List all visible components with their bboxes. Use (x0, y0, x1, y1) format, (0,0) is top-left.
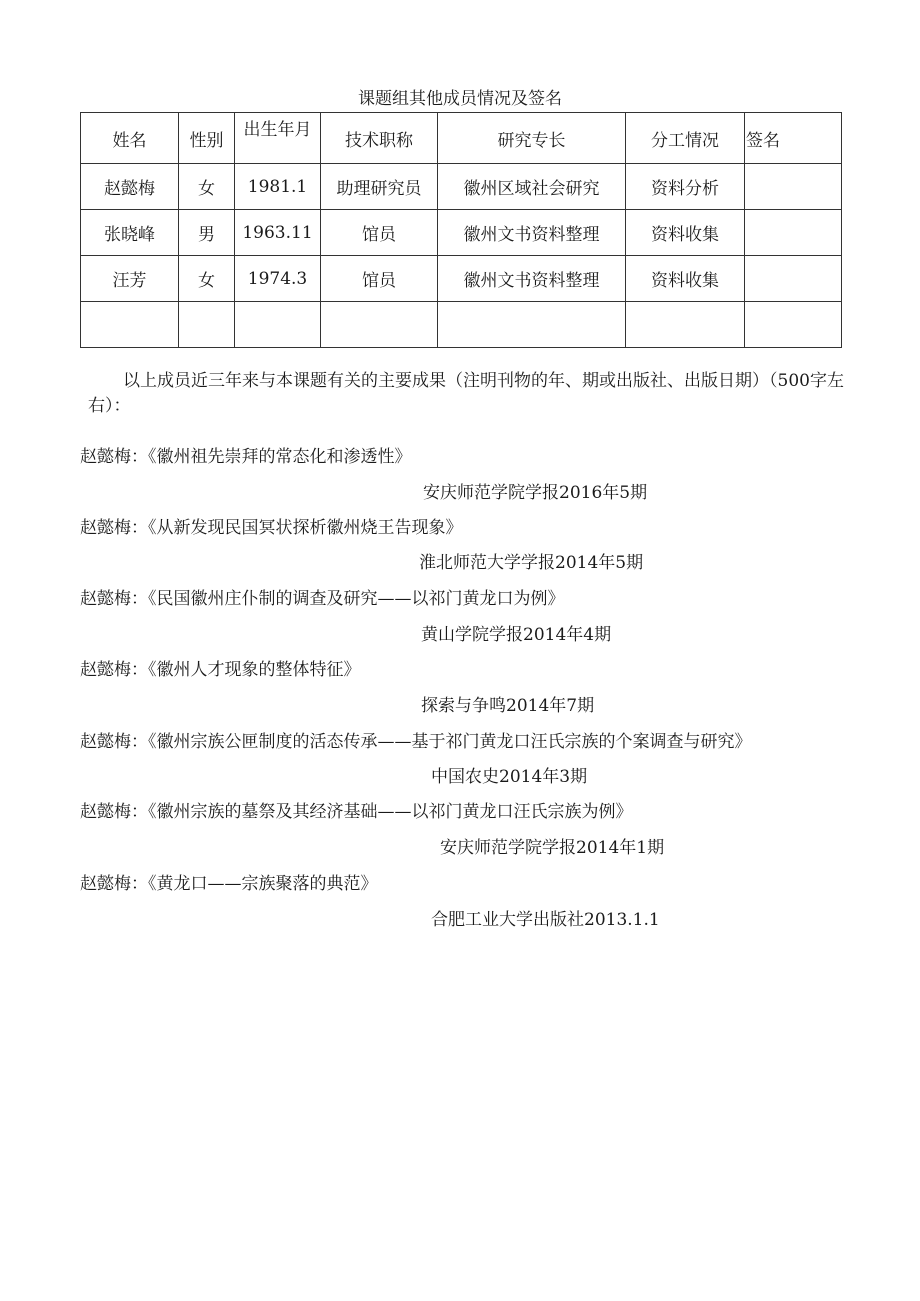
achievement-source: 合肥工业大学出版社2013.1.1 (431, 910, 660, 930)
cell-signature (745, 302, 842, 348)
achievement-source: 安庆师范学院学报2014年1期 (440, 838, 665, 858)
cell-specialty (438, 302, 626, 348)
achievement-title: 赵懿梅：《徽州人才现象的整体特征》 (80, 660, 361, 680)
achievement-source: 黄山学院学报2014年4期 (421, 625, 612, 645)
header-specialty: 研究专长 (438, 113, 626, 164)
cell-birth: 1981.1 (235, 164, 321, 210)
cell-gender: 女 (179, 164, 235, 210)
cell-birth (235, 302, 321, 348)
header-title: 技术职称 (321, 113, 438, 164)
achievement-source: 安庆师范学院学报2016年5期 (423, 483, 648, 503)
cell-title: 馆员 (321, 256, 438, 302)
achievements-intro: 以上成员近三年来与本课题有关的主要成果（注明刊物的年、期或出版社、出版日期）（500字左右）： (88, 371, 844, 416)
achievement-source: 淮北师范大学学报2014年5期 (419, 553, 644, 573)
achievement-title: 赵懿梅：《从新发现民国冥状探析徽州烧王告现象》 (80, 518, 463, 538)
members-table (80, 112, 842, 348)
header-birth: 出生年月 (235, 113, 321, 164)
cell-signature (745, 210, 842, 256)
achievement-source: 探索与争鸣2014年7期 (421, 696, 595, 716)
cell-specialty: 徽州文书资料整理 (438, 256, 626, 302)
cell-title: 助理研究员 (321, 164, 438, 210)
cell-division: 资料收集 (626, 210, 745, 256)
header-division: 分工情况 (626, 113, 745, 164)
achievement-source: 中国农史2014年3期 (431, 767, 588, 787)
header-signature: 签名 (745, 113, 842, 164)
table-row (81, 210, 842, 256)
cell-specialty: 徽州文书资料整理 (438, 210, 626, 256)
cell-gender: 女 (179, 256, 235, 302)
page-title: 课题组其他成员情况及签名 (358, 89, 562, 109)
cell-signature (745, 164, 842, 210)
table-row (81, 256, 842, 302)
cell-name: 张晓峰 (81, 210, 179, 256)
achievement-title: 赵懿梅：《徽州祖先崇拜的常态化和渗透性》 (80, 447, 412, 467)
cell-division: 资料收集 (626, 256, 745, 302)
table-row-empty (81, 302, 842, 348)
table-header-row (81, 113, 842, 164)
cell-birth: 1974.3 (235, 256, 321, 302)
header-name: 姓名 (81, 113, 179, 164)
achievement-title: 赵懿梅：《徽州宗族公匣制度的活态传承——基于祁门黄龙口汪氏宗族的个案调查与研究》 (80, 732, 752, 752)
cell-division: 资料分析 (626, 164, 745, 210)
achievement-title: 赵懿梅：《民国徽州庄仆制的调查及研究——以祁门黄龙口为例》 (80, 589, 565, 609)
cell-signature (745, 256, 842, 302)
cell-title (321, 302, 438, 348)
achievement-title: 赵懿梅：《黄龙口——宗族聚落的典范》 (80, 874, 378, 894)
cell-name: 赵懿梅 (81, 164, 179, 210)
table-row (81, 164, 842, 210)
achievement-title: 赵懿梅：《徽州宗族的墓祭及其经济基础——以祁门黄龙口汪氏宗族为例》 (80, 802, 633, 822)
cell-division (626, 302, 745, 348)
cell-title: 馆员 (321, 210, 438, 256)
cell-gender (179, 302, 235, 348)
cell-birth: 1963.11 (235, 210, 321, 256)
cell-name (81, 302, 179, 348)
header-gender: 性别 (179, 113, 235, 164)
cell-gender: 男 (179, 210, 235, 256)
cell-specialty: 徽州区域社会研究 (438, 164, 626, 210)
cell-name: 汪芳 (81, 256, 179, 302)
